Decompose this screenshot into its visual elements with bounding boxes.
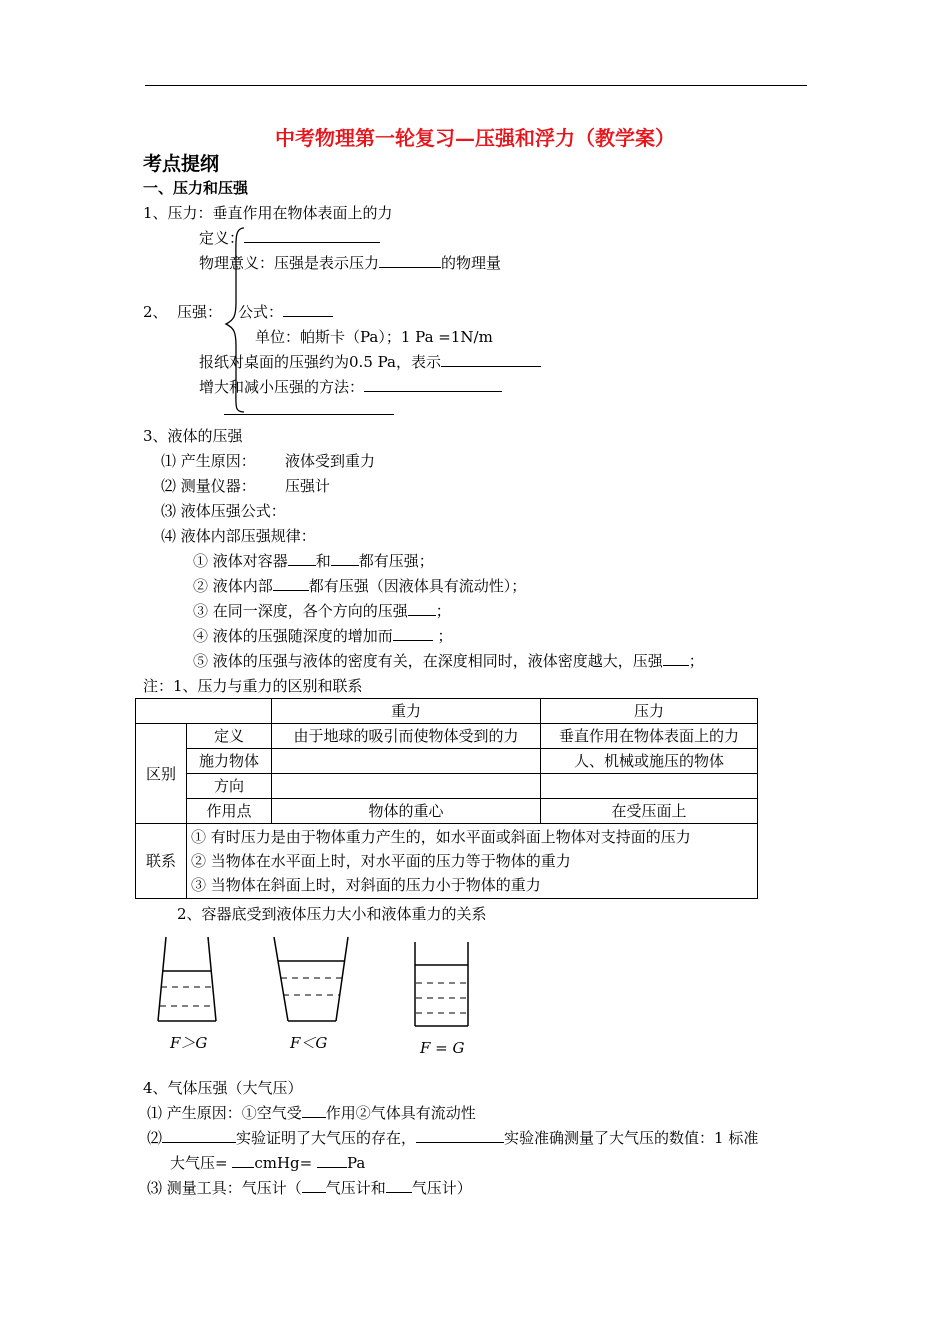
rule-2-text-b: 都有压强（因液体具有流动性）； [308,577,527,595]
meaning-prefix: 物理意义：压强是表示压力 [199,254,380,272]
table-cell: 垂直作用在物体表面上的力 [541,724,758,749]
table-cell [541,774,758,799]
liquid-rules-label: ⑷ 液体内部压强规律： [161,527,316,545]
table-link-cell [187,824,758,899]
gas-tool-text-a: ⑶ 测量工具：气压计（ [147,1179,302,1197]
table-row [136,724,758,749]
methods-blank [364,377,502,392]
table-cell: 人、机械或施压的物体 [541,749,758,774]
rule-4-text-a: ④ 液体的压强随深度的增加而 [193,627,393,645]
rule-5-text-a: ⑤ 液体的压强与液体的密度有关，在深度相同时，液体密度越大，压强 [193,652,663,670]
part1-heading: 一、压力和压强 [143,179,249,197]
link-line-1: ① 有时压力是由于物体重力产生的，如水平面或斜面上物体对支持面的压力 [191,828,691,846]
page-title: 中考物理第一轮复习—压强和浮力（教学案） [275,126,675,150]
rule-2-text-a: ② 液体内部 [193,577,273,595]
container-straight-icon [410,940,480,1030]
link-line-2: ② 当物体在水平面上时，对水平面的压力等于物体的重力 [191,852,571,870]
unit-line: 单位：帕斯卡（Pa）；1 Pa =1N/m [255,328,493,346]
rule-3 [193,601,451,621]
gas-experiment-line [147,1128,758,1148]
table-cell: 在受压面上 [541,799,758,824]
table-cell: 由于地球的吸引而使物体受到的力 [272,724,541,749]
gas-exp-blank-1 [162,1128,236,1143]
table-row [136,749,758,774]
definition-label: 定义： [199,229,245,247]
note-2: 2、容器底受到液体压力大小和液体重力的关系 [177,905,487,923]
gas-exp-text-b: 实验证明了大气压的存在， [236,1129,417,1147]
liquid-instrument-label: ⑵ 测量仪器： [161,477,256,495]
newspaper-blank [441,352,541,367]
gas-exp-blank-2 [416,1128,504,1143]
rule-5 [193,651,704,671]
gas-atm-text-b: cmHg= [254,1154,317,1172]
table-row [136,799,758,824]
table-cell [136,699,272,724]
rule-1-blank-2 [331,551,359,566]
link-line-3: ③ 当物体在斜面上时，对斜面的压力小于物体的重力 [191,876,541,894]
gas-atm-text-c: Pa [347,1154,366,1172]
table-cell [272,749,541,774]
gas-cause-text-a: ⑴ 产生原因：①空气受 [147,1104,302,1122]
gas-atm-blank-2 [317,1153,347,1168]
rule-2-blank [273,576,309,591]
container-label-1: F＞G [170,1034,208,1052]
gas-cause-text-b: 作用②气体具有流动性 [325,1104,476,1122]
methods-line [199,377,502,397]
rule-2 [193,576,526,596]
newspaper-line [199,352,541,372]
rule-1-text-c: 都有压强； [358,552,434,570]
container-narrow-top-icon [268,935,358,1025]
meaning-suffix: 的物理量 [441,254,502,272]
liquid-cause-value: 液体受到重力 [285,452,376,470]
pressure-force-line: 1、压力：垂直作用在物体表面上的力 [143,204,393,222]
rule-1-text-a: ① 液体对容器 [193,552,288,570]
gas-exp-text-c: 实验准确测量了大气压的数值：1 标准 [504,1129,759,1147]
formula-label: 公式： [238,303,284,321]
table-row-label: 定义 [187,724,272,749]
table-row [136,699,758,724]
table-group-diff: 区别 [136,724,187,824]
methods-label: 增大和减小压强的方法： [199,378,365,396]
gas-tool-blank-1 [302,1178,326,1193]
table-group-link: 联系 [136,824,187,899]
table-row-label: 方向 [187,774,272,799]
gas-heading: 4、气体压强（大气压） [143,1079,303,1097]
table-cell [272,774,541,799]
container-wide-top-icon [150,935,230,1025]
container-label-2: F＜G [290,1034,328,1052]
rule-3-text-a: ③ 在同一深度，各个方向的压强 [193,602,408,620]
liquid-formula-label: ⑶ 液体压强公式： [161,502,286,520]
table-row [136,774,758,799]
section-heading: 考点提纲 [143,153,220,175]
gas-tool-blank-2 [386,1178,412,1193]
table-header-pressure: 压力 [541,699,758,724]
meaning-blank [379,253,441,268]
newspaper-text: 报纸对桌面的压强约为0.5 Pa，表示 [199,353,441,371]
formula-blank [283,302,333,317]
rule-5-blank [663,651,689,666]
liquid-instrument-value: 压强计 [285,477,331,495]
gas-atm-line [170,1153,365,1173]
table-row [136,824,758,899]
rule-1-text-b: 和 [315,552,331,570]
rule-4 [193,626,453,646]
formula-line [238,302,333,322]
methods-blank-2 [224,400,394,415]
gas-atm-blank-1 [232,1153,254,1168]
gas-tool-line [147,1178,472,1198]
note-1: 注：1、压力与重力的区别和联系 [143,677,363,695]
header-rule [145,85,807,86]
rule-3-text-b: ； [435,602,451,620]
rule-4-blank [393,626,433,641]
table-row-label: 施力物体 [187,749,272,774]
pressure-num: 2、 [143,303,168,321]
rule-5-text-b: ； [688,652,704,670]
liquid-heading: 3、液体的压强 [143,427,243,445]
gas-atm-text-a: 大气压= [170,1154,233,1172]
liquid-cause-label: ⑴ 产生原因： [161,452,256,470]
gas-exp-num: ⑵ [147,1129,163,1147]
table-header-gravity: 重力 [272,699,541,724]
definition-blank [244,228,380,243]
rule-1 [193,551,434,571]
gas-cause-line [147,1103,476,1123]
table-row-label: 作用点 [187,799,272,824]
rule-3-blank [408,601,436,616]
rule-1-blank-1 [288,551,316,566]
container-label-3: F = G [420,1039,465,1057]
table-cell: 物体的重心 [272,799,541,824]
gas-tool-text-c: 气压计） [411,1179,472,1197]
rule-4-text-b: ； [432,627,453,645]
gas-tool-text-b: 气压计和 [325,1179,386,1197]
pressure-label: 压强： [177,303,223,321]
comparison-table [135,698,758,899]
gas-cause-blank [302,1103,326,1118]
